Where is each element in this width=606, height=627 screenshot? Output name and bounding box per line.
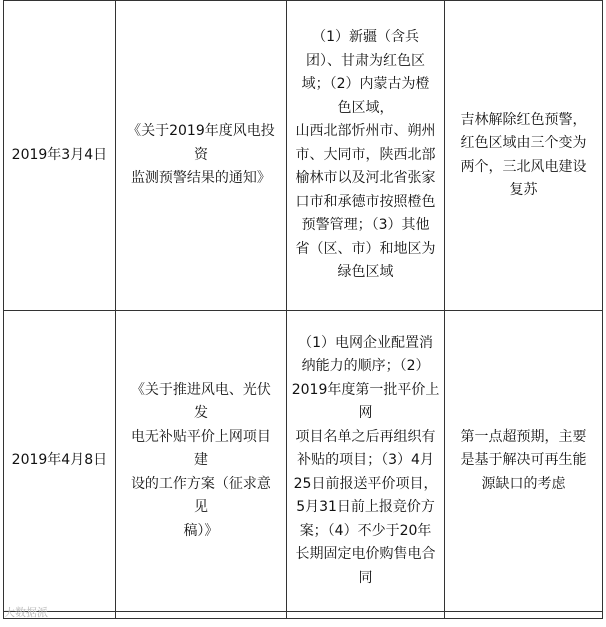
comment-line: 两个，三北风电建设 [460,158,587,175]
content-line: 案；（4）不少于20年 [299,522,432,539]
date-cell [4,1,116,311]
policy-line: 监测预警结果的通知》 [130,170,271,187]
table-row [4,1,603,311]
table-row-partial [4,612,603,619]
content-line: 省（区、市）和地区为 [295,240,436,257]
date-text: 2019年3月4日 [11,146,108,163]
comment-line: 是基于解决可再生能 [460,452,587,469]
content-line: 网 [358,405,373,422]
content-line: 纳能力的顺序；（2） [301,358,430,375]
content-line: 补贴的项目；（3）4月 [297,452,434,469]
watermark-text: 大数据派 [4,606,48,619]
content-line: 色区域， [337,99,394,116]
comment-line: 复苏 [509,182,538,198]
policy-line: 资 [193,146,208,163]
table-row [4,311,603,612]
comment-line: 吉林解除红色预警， [460,111,587,128]
policy-line: 《关于推进风电、光伏 [130,381,271,398]
policy-line: 设的工作方案（征求意 [130,475,271,492]
content-line: 5月31日前上报竞价方 [296,499,435,516]
content-line: 2019年度第一批平价上 [291,381,440,398]
policy-table [3,0,603,619]
content-line: （1）新疆（含兵 [312,29,420,46]
date-text: 2019年4月8日 [11,452,108,469]
content-line: 域；（2）内蒙古为橙 [301,76,430,93]
content-line: 长期固定电价购售电合 [295,546,436,563]
content-line: 项目名单之后再组织有 [295,428,436,445]
content-cell [287,1,445,311]
content-line: 山西北部忻州市、朔州 [295,123,436,140]
comment-cell [445,1,603,311]
policy-line: 电无补贴平价上网项目 [130,428,271,445]
content-cell [287,311,445,612]
content-line: 榆林市以及河北省张家 [295,170,436,187]
content-line: 25日前报送平价项目， [293,475,438,492]
policy-line: 《关于2019年度风电投 [127,123,275,140]
policy-cell [115,1,286,311]
policy-line: 稿）》 [183,522,219,539]
policy-line: 发 [193,405,208,422]
empty-cell [445,612,603,619]
content-line: 预警管理；（3）其他 [301,217,430,234]
content-line: 绿色区域 [337,264,394,281]
date-cell [4,311,116,612]
policy-line: 建 [193,452,208,469]
comment-cell [445,311,603,612]
comment-line: 源缺口的考虑 [481,475,566,492]
content-line: 团）、甘肃为红色区 [306,52,426,69]
watermark [4,604,48,620]
policy-cell [115,311,286,612]
empty-cell [287,612,445,619]
comment-line: 红色区域由三个变为 [460,135,587,151]
comment-line: 第一点超预期，主要 [460,428,587,445]
policy-line: 见 [193,499,208,516]
content-line: 同 [358,569,373,586]
empty-cell [115,612,286,619]
content-line: （1）电网企业配置消 [298,334,434,351]
content-line: 市、大同市，陕西北部 [295,146,436,163]
content-line: 口市和承德市按照橙色 [295,193,436,210]
